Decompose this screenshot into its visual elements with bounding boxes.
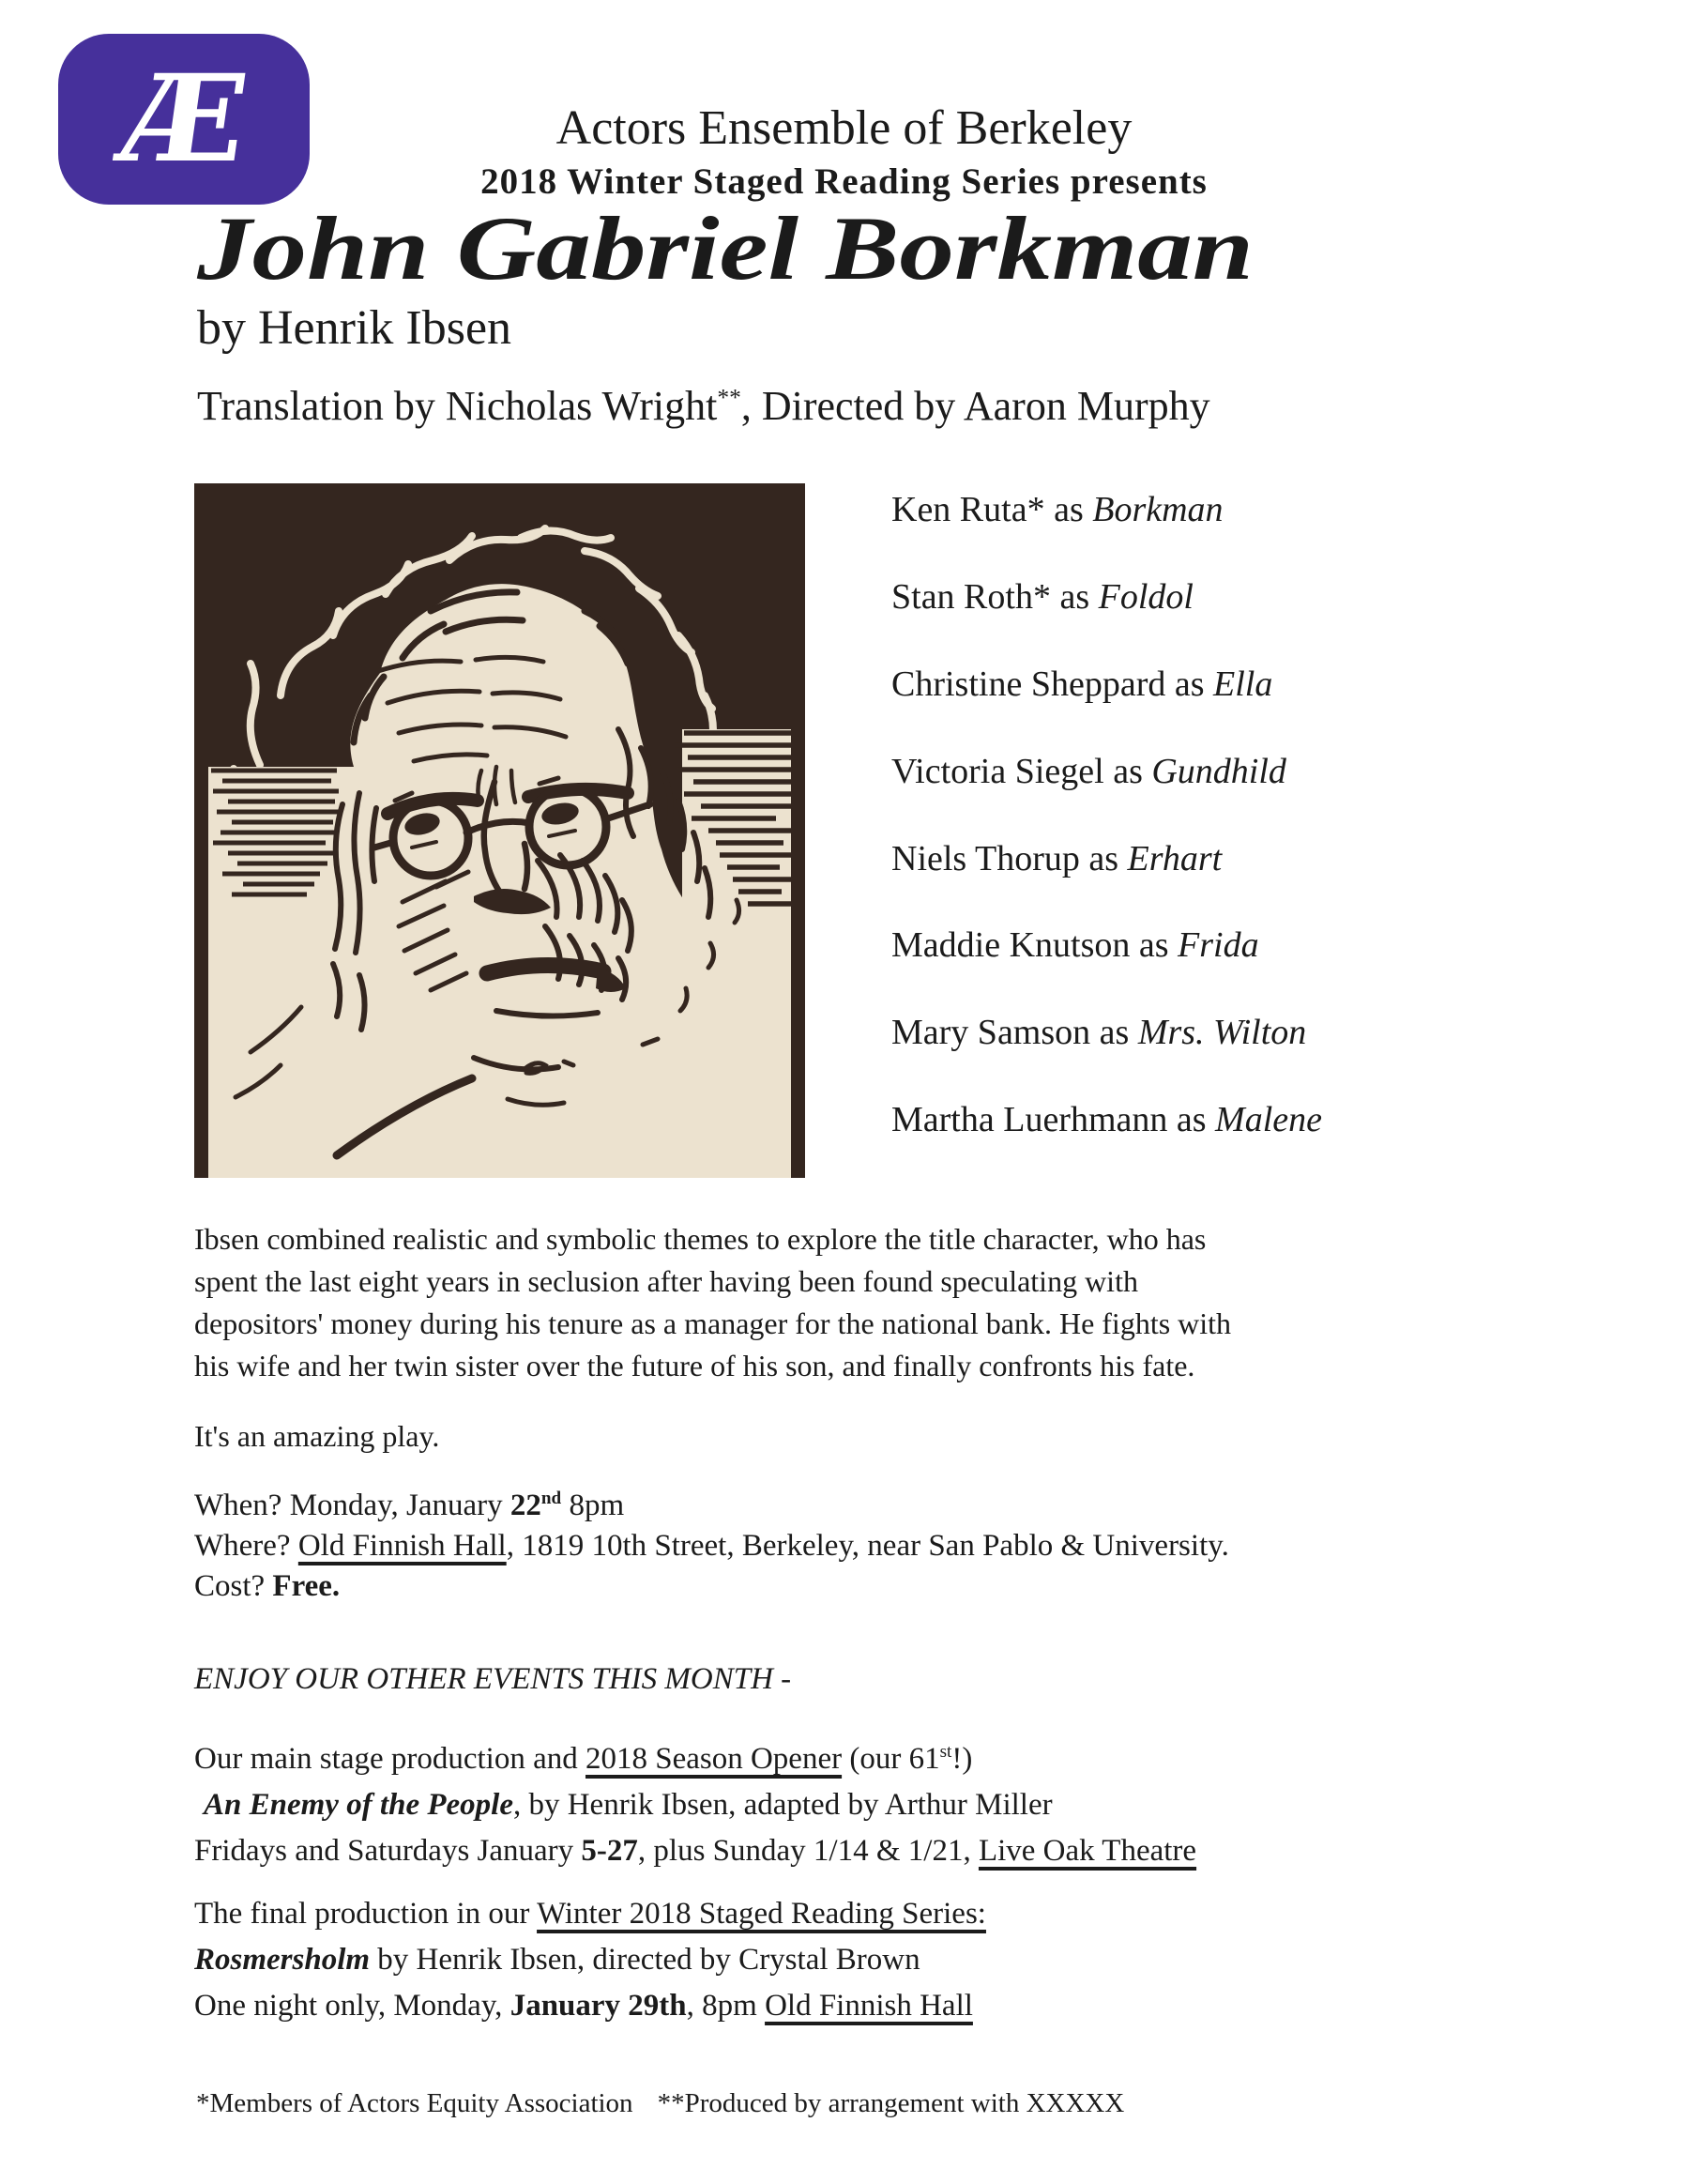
synopsis (194, 1218, 1231, 1458)
cost-line (194, 1566, 1229, 1607)
role-name: Borkman (1092, 490, 1224, 529)
title-block (197, 198, 1254, 430)
cast-list (891, 483, 1322, 1189)
cast-row (891, 576, 1322, 617)
role-name: Erhart (1127, 838, 1223, 878)
actor-name: Maddie Knutson as (891, 925, 1179, 966)
time-text: 8pm (561, 1489, 625, 1522)
actor-name: Ken Ruta* as (891, 490, 1093, 529)
show-title: John Gabriel Borkman (197, 198, 1254, 298)
actor-name: Stan Roth* as (891, 576, 1099, 617)
enemy-credits-text: , by Henrik Ibsen, adapted by Arthur Miller (512, 1788, 1053, 1822)
other-events (194, 1657, 1196, 2029)
cast-row (891, 492, 1322, 529)
when-label-text: When? Monday, January (194, 1489, 510, 1522)
cast-row (891, 838, 1322, 878)
rosmersholm-line (194, 1937, 1196, 1983)
date-ordinal: nd (540, 1489, 562, 1508)
cast-row (891, 927, 1322, 965)
actor-name: Niels Thorup as (891, 838, 1128, 878)
live-oak-theatre-name: Live Oak Theatre (978, 1834, 1197, 1868)
double-asterisk-note-marker: ** (717, 382, 741, 410)
reading-series-name: Winter 2018 Staged Reading Series: (537, 1897, 986, 1931)
cost-label-text: Cost? (194, 1569, 273, 1603)
address-text: , 1819 10th Street, Berkeley, near San Pablo & University. (506, 1529, 1229, 1563)
one-night-date: January 29th (509, 1989, 687, 2023)
role-name: Ella (1213, 664, 1273, 704)
dates-mid-text: , plus Sunday 1/14 & 1/21, (637, 1834, 979, 1868)
series-presents-line: 2018 Winter Staged Reading Series presents (480, 161, 1208, 203)
translation-text: Translation by Nicholas Wright (197, 382, 718, 429)
final-production-line (194, 1891, 1196, 1937)
where-label-text: Where? (194, 1529, 298, 1563)
one-night-text: One night only, Monday, (194, 1989, 510, 2023)
ibsen-woodcut-portrait (194, 483, 805, 1178)
footnotes (196, 2088, 1124, 2119)
cast-row (891, 1015, 1322, 1052)
ordinal-st: st (939, 1742, 952, 1762)
opener-end-text: !) (951, 1742, 973, 1776)
author-byline: by Henrik Ibsen (197, 300, 512, 355)
opener-text: Our main stage production and (194, 1742, 585, 1776)
opener-mid-text: (our 61 (842, 1742, 940, 1776)
actor-name: Victoria Siegel as (891, 751, 1152, 791)
enemy-title: An Enemy of the People (204, 1788, 513, 1822)
event-details (194, 1486, 1229, 1607)
tagline: It's an amazing play. (194, 1419, 440, 1453)
rosmersholm-credits-text: by Henrik Ibsen, directed by Crystal Brown (370, 1943, 920, 1977)
translation-director-line (197, 382, 1210, 430)
main-row (194, 483, 1322, 1189)
synopsis-line: spent the last eight years in seclusion after having been found speculating with (194, 1264, 1138, 1298)
role-name: Malene (1215, 1100, 1322, 1140)
final-text: The final production in our (194, 1897, 538, 1931)
dates-text: Fridays and Saturdays January (194, 1834, 582, 1868)
actor-name: Mary Samson as (891, 1013, 1138, 1053)
other-events-heading: ENJOY OUR OTHER EVENTS THIS MONTH - (194, 1662, 792, 1696)
old-finnish-hall-name: Old Finnish Hall (765, 1989, 973, 2023)
director-text: , Directed by Aaron Murphy (740, 382, 1210, 429)
one-night-line (194, 1983, 1196, 2029)
header (0, 101, 1688, 203)
arrangement-footnote: **Produced by arrangement with XXXXX (657, 2088, 1125, 2118)
venue-name: Old Finnish Hall (297, 1529, 507, 1563)
equity-footnote: *Members of Actors Equity Association (196, 2088, 633, 2118)
synopsis-line: his wife and her twin sister over the future of his son, and finally confronts his fate. (194, 1349, 1195, 1382)
cost-value: Free. (272, 1569, 341, 1603)
cast-row (891, 1102, 1322, 1139)
enemy-dates-line (194, 1828, 1196, 1874)
date-range: 5-27 (581, 1834, 638, 1868)
season-opener-line (194, 1736, 1196, 1782)
synopsis-line: Ibsen combined realistic and symbolic themes to explore the title character, who has (194, 1222, 1207, 1256)
cast-row (891, 751, 1322, 791)
where-line (194, 1526, 1229, 1566)
rosmersholm-title: Rosmersholm (194, 1943, 371, 1977)
when-line (194, 1486, 1229, 1526)
actor-name: Martha Luerhmann as (891, 1100, 1216, 1140)
synopsis-line: depositors' money during his tenure as a manager for the national bank. He fights with (194, 1306, 1232, 1340)
season-opener-name: 2018 Season Opener (585, 1742, 843, 1776)
role-name: Foldol (1098, 576, 1194, 617)
one-night-mid-text: , 8pm (686, 1989, 766, 2023)
role-name: Gundhild (1151, 751, 1286, 791)
cast-row (891, 666, 1322, 704)
role-name: Frida (1178, 925, 1259, 966)
organization-name: Actors Ensemble of Berkeley (555, 101, 1133, 155)
date-number: 22 (509, 1489, 541, 1522)
enemy-of-the-people-line (194, 1782, 1196, 1828)
ae-ligature-icon: Æ (112, 49, 256, 190)
role-name: Mrs. Wilton (1137, 1013, 1307, 1053)
actor-name: Christine Sheppard as (891, 664, 1214, 704)
